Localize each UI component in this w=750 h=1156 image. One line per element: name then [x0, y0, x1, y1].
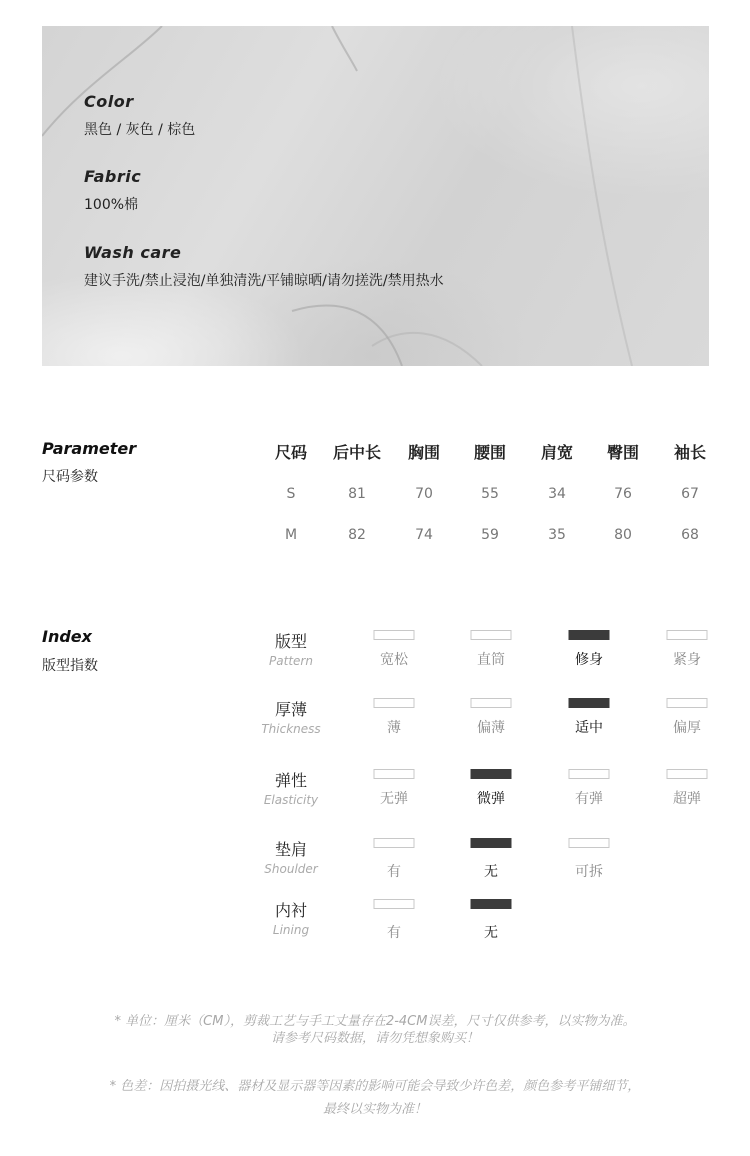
- index-bar: [374, 769, 415, 779]
- index-bar: [667, 698, 708, 708]
- index-bar-selected: [569, 698, 610, 708]
- size-header-2: 胸围: [407, 443, 440, 462]
- index-row-label: [246, 629, 336, 668]
- fabric-title: Fabric: [84, 167, 142, 186]
- index-option: 无: [484, 864, 498, 880]
- index-bar: [667, 630, 708, 640]
- index-label-cn: 弹性: [274, 771, 307, 790]
- unit-note-line2: 请参考尺码数据，请勿凭想象购买！: [270, 1031, 479, 1046]
- size-header-0: 尺码: [274, 443, 307, 462]
- parameter-title: Parameter: [42, 439, 137, 458]
- size-cell-r1-c3: 59: [481, 527, 499, 543]
- index-option: 超弹: [673, 791, 701, 807]
- size-header-5: 臀围: [606, 443, 639, 462]
- index-row-label: [246, 697, 336, 736]
- index-bar: [471, 698, 512, 708]
- index-option: 无: [484, 925, 498, 941]
- index-bar: [667, 769, 708, 779]
- index-row-label: [246, 837, 336, 876]
- index-option: 适中: [575, 720, 603, 736]
- wash-care-title: Wash care: [84, 243, 182, 262]
- size-header-6: 袖长: [673, 443, 706, 462]
- index-row-label: [246, 768, 336, 807]
- index-bar: [374, 630, 415, 640]
- index-label-cn: 厚薄: [274, 700, 307, 719]
- index-option: 薄: [387, 720, 401, 736]
- index-bar: [374, 698, 415, 708]
- index-label-en: Elasticity: [263, 793, 319, 807]
- index-option: 直筒: [477, 652, 505, 668]
- size-cell-r0-c6: 67: [681, 486, 699, 502]
- index-option: 微弹: [477, 791, 505, 807]
- wash-care-value: 建议手洗/禁止浸泡/单独清洗/平铺晾晒/请勿搓洗/禁用热水: [84, 273, 444, 289]
- index-bar-selected: [471, 899, 512, 909]
- size-cell-r1-c1: 82: [348, 527, 366, 543]
- index-option: 有: [387, 925, 401, 941]
- size-header-4: 肩宽: [540, 443, 573, 462]
- index-title: Index: [42, 627, 92, 646]
- size-cell-r0-c4: 34: [548, 486, 566, 502]
- size-cell-r0-c5: 76: [614, 486, 632, 502]
- fabric-value: 100%棉: [84, 197, 139, 213]
- index-row-label: [246, 898, 336, 937]
- color-info: [84, 92, 195, 139]
- index-option: 宽松: [380, 652, 408, 668]
- index-label-en: Shoulder: [264, 862, 318, 876]
- fabric-folds: [42, 26, 709, 366]
- size-cell-r1-c2: 74: [415, 527, 433, 543]
- size-cell-r0-c3: 55: [481, 486, 499, 502]
- color-title: Color: [84, 92, 134, 111]
- index-bar: [569, 769, 610, 779]
- index-option: 紧身: [673, 652, 701, 668]
- fabric-photo: [42, 26, 709, 366]
- index-bar: [374, 838, 415, 848]
- size-cell-r1-c4: 35: [548, 527, 566, 543]
- size-cell-r1-c5: 80: [614, 527, 632, 543]
- unit-note-line1: * 单位：厘米（CM），剪裁工艺与手工丈量存在2-4CM误差，尺寸仅供参考，以实物为准。: [114, 1014, 636, 1029]
- index-bar: [569, 838, 610, 848]
- index-subtitle: 版型指数: [42, 658, 98, 674]
- color-note-line2: 最终以实物为准！: [322, 1102, 427, 1117]
- parameter-subtitle: 尺码参数: [42, 469, 98, 485]
- index-label-cn: 内衬: [274, 901, 307, 920]
- index-option: 无弹: [380, 791, 408, 807]
- index-bar-selected: [471, 769, 512, 779]
- index-label-cn: 垫肩: [274, 840, 307, 859]
- index-bar-selected: [569, 630, 610, 640]
- size-cell-r0-c2: 70: [415, 486, 433, 502]
- wash-care-info: [84, 243, 444, 290]
- index-option: 有弹: [575, 791, 603, 807]
- index-option: 偏薄: [477, 720, 505, 736]
- color-note-line1: * 色差：因拍摄光线、器材及显示器等因素的影响可能会导致少许色差，颜色参考平铺细节，: [109, 1079, 641, 1094]
- index-label-cn: 版型: [274, 632, 307, 651]
- size-cell-r1-c0: M: [284, 527, 298, 543]
- index-option: 可拆: [575, 864, 603, 880]
- index-option: 偏厚: [673, 720, 701, 736]
- fabric-info: [84, 167, 141, 214]
- index-label-en: Pattern: [269, 654, 313, 668]
- size-cell-r0-c1: 81: [348, 486, 366, 502]
- index-label-en: Thickness: [261, 722, 321, 736]
- index-bar-selected: [471, 838, 512, 848]
- size-cell-r1-c6: 68: [681, 527, 699, 543]
- color-value: 黑色 / 灰色 / 棕色: [84, 122, 196, 138]
- index-label-en: Lining: [272, 923, 310, 937]
- size-header-3: 腰围: [473, 443, 506, 462]
- index-option: 修身: [575, 652, 603, 668]
- index-bar: [471, 630, 512, 640]
- index-bar: [374, 899, 415, 909]
- index-option: 有: [387, 864, 401, 880]
- size-header-1: 后中长: [332, 443, 381, 462]
- size-cell-r0-c0: S: [286, 486, 296, 502]
